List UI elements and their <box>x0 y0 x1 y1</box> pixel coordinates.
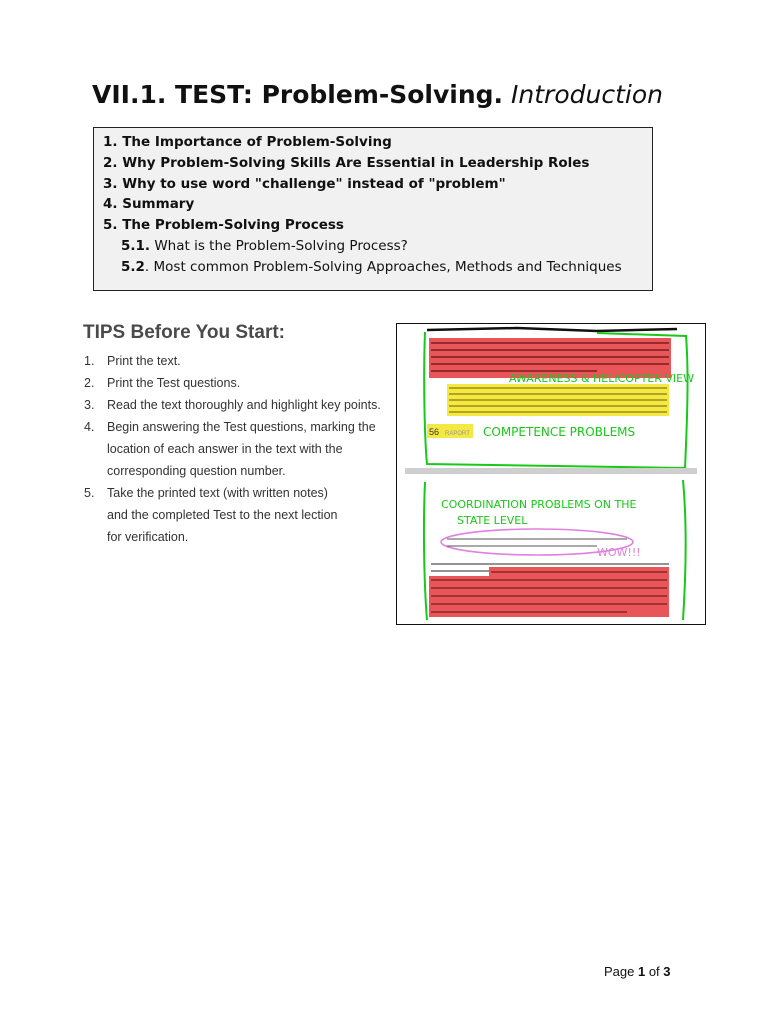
toc-item-3[interactable]: 3. Why to use word "challenge" instead of "problem" <box>103 175 506 192</box>
footer-of: of <box>645 964 664 979</box>
toc-subitem-number: 5.1. <box>121 237 151 254</box>
tip-line: Print the Test questions. <box>107 376 241 390</box>
tip-line: for verification. <box>107 530 189 544</box>
quote-text-lines <box>447 539 627 546</box>
tip-item <box>84 394 394 416</box>
toc-item-5[interactable]: 5. The Problem-Solving Process <box>103 217 344 234</box>
page-label: RAPORT <box>445 431 470 437</box>
tip-line: Take the printed text (with written notes) <box>107 486 328 500</box>
title-main: VII.1. TEST: Problem-Solving. <box>92 80 504 109</box>
toc-item-4[interactable]: 4. Summary <box>103 196 195 213</box>
annotation-wow: WOW!!! <box>597 546 641 559</box>
toc-subitem-text: . Most common Problem-Solving Approaches, Methods and Techniques <box>144 258 622 275</box>
tips-heading: TIPS Before You Start: <box>83 322 285 343</box>
footer-total-pages: 3 <box>663 964 671 979</box>
toc-item-1[interactable]: 1. The Importance of Problem-Solving <box>103 134 392 150</box>
annotation-coordination: COORDINATION PROBLEMS ON THE <box>441 498 637 511</box>
annotation-awareness: AWARENESS & HELICOPTER VIEW <box>509 372 695 385</box>
page-separator <box>405 468 697 474</box>
tip-line: Read the text thoroughly and highlight key points. <box>107 398 381 412</box>
tip-item <box>84 372 394 394</box>
tip-line: and the completed Test to the next lection <box>107 508 338 522</box>
tip-line: corresponding question number. <box>107 464 286 478</box>
tip-item <box>84 482 394 548</box>
tip-number: 3. <box>84 398 95 412</box>
tip-number: 1. <box>84 354 95 368</box>
toc-subitem-text: What is the Problem-Solving Process? <box>150 237 408 254</box>
table-of-contents <box>93 127 653 291</box>
page-number: 56 <box>429 427 440 437</box>
tips-list <box>84 350 394 548</box>
page-footer <box>604 964 671 979</box>
tip-number: 2. <box>84 376 95 390</box>
annotation-competence: COMPETENCE PROBLEMS <box>483 425 636 439</box>
tip-item <box>84 350 394 372</box>
toc-subitem-5-2[interactable] <box>103 257 652 278</box>
tip-number: 4. <box>84 420 95 434</box>
tip-line: location of each answer in the text with the <box>107 442 343 456</box>
title-sub: Introduction <box>511 80 663 109</box>
toc-item-2[interactable]: 2. Why Problem-Solving Skills Are Essential in Leadership Roles <box>103 154 590 171</box>
tip-number: 5. <box>84 486 95 500</box>
footer-prefix: Page <box>604 964 638 979</box>
page-title <box>92 80 663 109</box>
footer-current-page: 1 <box>637 964 646 979</box>
tip-line: Begin answering the Test questions, marking the <box>107 420 376 434</box>
tip-line: Print the text. <box>107 354 181 368</box>
red-highlight-block-2 <box>489 567 669 617</box>
annotated-page-image <box>397 324 705 624</box>
toc-subitem-number: 5.2 <box>121 258 145 275</box>
torn-edge <box>427 328 677 331</box>
tip-item <box>84 416 394 482</box>
annotated-page-preview <box>396 323 706 625</box>
annotation-state-level: STATE LEVEL <box>457 514 528 527</box>
toc-subitem-5-1[interactable] <box>103 236 652 257</box>
